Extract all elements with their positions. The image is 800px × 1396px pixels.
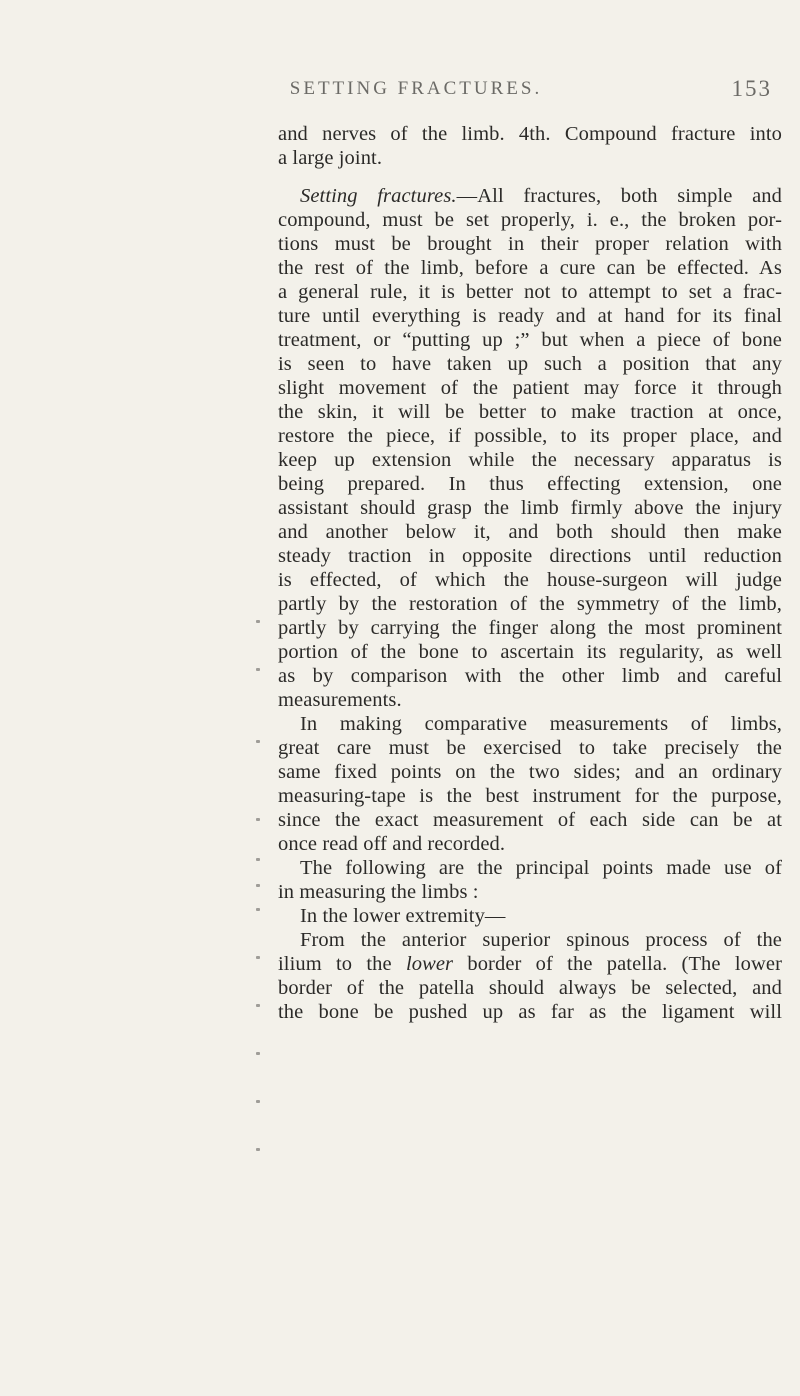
text-line: measuring-tape is the best instrument for the purpose, xyxy=(278,785,782,807)
text-line: ture until everything is ready and at hand for its final xyxy=(278,305,782,327)
text-fragment: —All fractures, both simple and xyxy=(456,185,783,207)
italic-term: lower xyxy=(405,953,454,975)
text-line: steady traction in opposite directions until reduction xyxy=(278,545,782,567)
text-fragment: ilium to the xyxy=(278,953,406,975)
text-line: measurements. xyxy=(278,689,402,711)
text-line: keep up extension while the necessary apparatus is xyxy=(278,449,782,471)
text-line: partly by the restoration of the symmetry of the limb, xyxy=(278,593,782,615)
text-line: a large joint. xyxy=(278,147,383,169)
text-line: is effected, of which the house-surgeon will judge xyxy=(278,569,782,591)
text-line: slight movement of the patient may force it through xyxy=(278,377,782,399)
text-line: and nerves of the limb. 4th. Compound fracture into xyxy=(278,123,782,145)
text-line: In the lower extremity— xyxy=(300,905,506,927)
text-line: being prepared. In thus effecting extension, one xyxy=(278,473,782,495)
text-line: The following are the principal points made use of xyxy=(300,857,782,879)
text-line: In making comparative measurements of limbs, xyxy=(300,713,782,735)
running-head xyxy=(60,78,772,108)
text-line: partly by carrying the finger along the most prominent xyxy=(278,617,782,639)
text-line: a general rule, it is better not to attempt to set a frac- xyxy=(278,281,782,303)
text-line: restore the piece, if possible, to its proper place, and xyxy=(278,425,782,447)
text-line: since the exact measurement of each side can be at xyxy=(278,809,782,831)
text-line: the bone be pushed up as far as the ligament will xyxy=(278,1001,782,1023)
text-line: treatment, or “putting up ;” but when a piece of bone xyxy=(278,329,782,351)
text-line: compound, must be set properly, i. e., the broken por- xyxy=(278,209,782,231)
text-line: assistant should grasp the limb firmly above the injury xyxy=(278,497,782,519)
text-line: the rest of the limb, before a cure can be effected. As xyxy=(278,257,782,279)
text-line: the skin, it will be better to make traction at once, xyxy=(278,401,782,423)
text-line: is seen to have taken up such a position that any xyxy=(278,353,782,375)
text-line: tions must be brought in their proper relation with xyxy=(278,233,782,255)
text-line: as by comparison with the other limb and careful xyxy=(278,665,782,687)
running-title: SETTING FRACTURES. xyxy=(289,78,543,99)
body-text xyxy=(278,122,782,1024)
text-line: From the anterior superior spinous process of the xyxy=(300,929,782,951)
text-line: great care must be exercised to take precisely the xyxy=(278,737,782,759)
text-line: once read off and recorded. xyxy=(278,833,506,855)
text-line: same fixed points on the two sides; and an ordinary xyxy=(278,761,782,783)
page-number: 153 xyxy=(731,76,772,101)
text-line xyxy=(278,184,782,208)
gutter-marks xyxy=(256,620,276,1270)
text-fragment: border of the patella. (The lower xyxy=(453,953,783,975)
section-heading: Setting fractures. xyxy=(300,185,457,207)
text-line: border of the patella should always be selected, and xyxy=(278,977,782,999)
text-line xyxy=(278,952,782,976)
text-line: portion of the bone to ascertain its regularity, as well xyxy=(278,641,782,663)
text-line: in measuring the limbs : xyxy=(278,881,479,903)
text-line: and another below it, and both should then make xyxy=(278,521,782,543)
